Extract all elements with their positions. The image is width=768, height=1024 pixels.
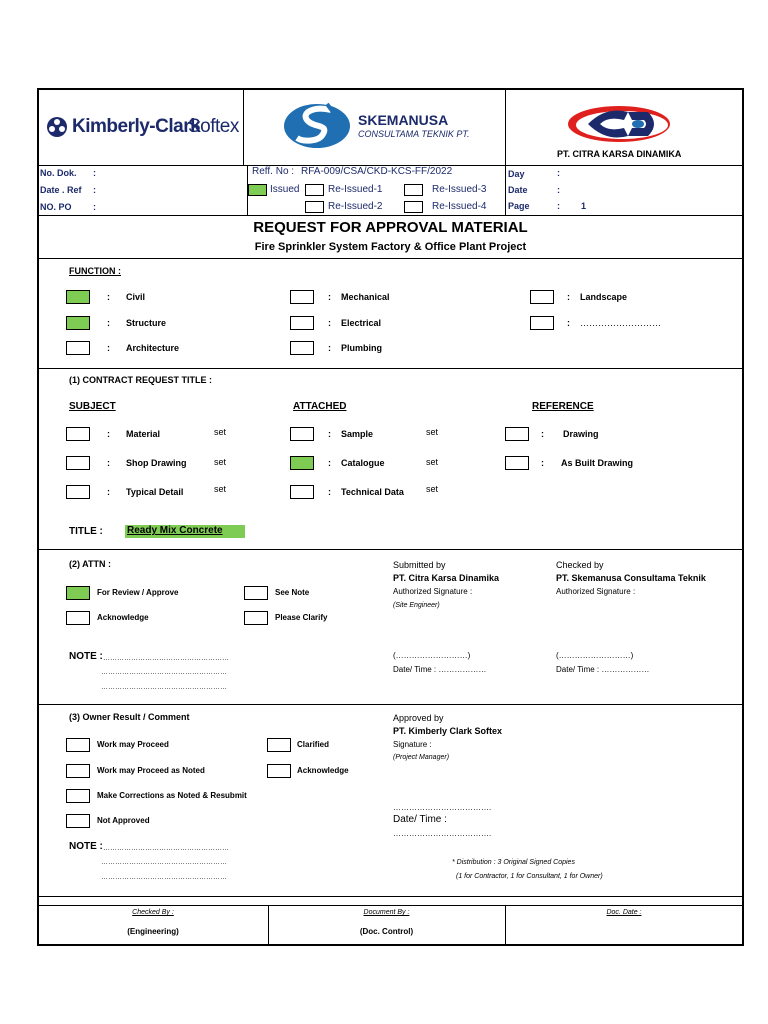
function-heading: FUNCTION : xyxy=(69,266,121,276)
as-built-colon: : xyxy=(541,458,544,468)
sample-colon: : xyxy=(328,429,331,439)
catalogue-label: Catalogue xyxy=(341,458,385,468)
technical-data-checkbox[interactable] xyxy=(290,485,314,499)
page-label: Page xyxy=(508,201,530,211)
footer-document-by: Document By : xyxy=(363,909,410,916)
attn-bottom-line xyxy=(38,704,743,705)
electrical-checkbox[interactable] xyxy=(290,316,314,330)
checked-date-time: Date/ Time : ……………… xyxy=(556,665,650,674)
work-proceed-noted-label: Work may Proceed as Noted xyxy=(97,766,205,775)
footer-doc-control: (Doc. Control) xyxy=(359,927,414,936)
reff-value: RFA-009/CSA/CKD-KCS-FF/2022 xyxy=(301,166,453,177)
other-function-colon: : xyxy=(567,318,570,328)
header-divider-2 xyxy=(505,89,506,165)
catalogue-colon: : xyxy=(328,458,331,468)
work-may-proceed-label: Work may Proceed xyxy=(97,740,169,749)
material-checkbox[interactable] xyxy=(66,427,90,441)
checked-authorized-sig: Authorized Signature : xyxy=(556,587,636,596)
ckd-logo xyxy=(566,104,676,144)
see-note-checkbox[interactable] xyxy=(244,586,268,600)
landscape-colon: : xyxy=(567,292,570,302)
title-value-field[interactable] xyxy=(125,525,245,538)
date-label: Date xyxy=(508,185,528,195)
material-set: set xyxy=(214,427,227,437)
date-ref-colon: : xyxy=(93,185,96,195)
reff-label: Reff. No : xyxy=(252,166,295,177)
structure-label: Structure xyxy=(126,318,167,328)
no-dok-label: No. Dok. xyxy=(40,168,77,178)
reissued3-checkbox[interactable] xyxy=(404,184,423,196)
site-engineer-label: (Site Engineer) xyxy=(393,602,440,609)
footer-checked-by: Checked By : xyxy=(132,909,174,916)
day-colon: : xyxy=(557,168,560,178)
architecture-label: Architecture xyxy=(126,343,180,353)
footer-top-line xyxy=(38,905,743,906)
mechanical-colon: : xyxy=(328,292,331,302)
for-review-label: For Review / Approve xyxy=(97,588,179,597)
acknowledge-attn-checkbox[interactable] xyxy=(66,611,90,625)
submitted-company: PT. Citra Karsa Dinamika xyxy=(393,573,500,583)
sample-checkbox[interactable] xyxy=(290,427,314,441)
owner-note-line-3: ……………………………………………… xyxy=(101,874,227,881)
reissued4-label: Re-Issued-4 xyxy=(432,201,487,212)
landscape-label: Landscape xyxy=(580,292,628,302)
structure-checkbox[interactable] xyxy=(66,316,90,330)
electrical-colon: : xyxy=(328,318,331,328)
checked-company: PT. Skemanusa Consultama Teknik xyxy=(556,573,706,583)
no-po-label: NO. PO xyxy=(40,202,72,212)
submitted-by-label: Submitted by xyxy=(393,560,446,570)
reference-heading: REFERENCE xyxy=(532,401,594,412)
date-ref-label: Date . Ref xyxy=(40,185,82,195)
meta-bottom-line xyxy=(38,215,743,216)
please-clarify-label: Please Clarify xyxy=(275,613,328,622)
sample-label: Sample xyxy=(341,429,374,439)
owner-date-time-line: ………………………………. xyxy=(393,829,492,838)
distribution-note: * Distribution : 3 Original Signed Copies xyxy=(452,859,575,866)
kc-brand-text: Kimberly-Clark xyxy=(72,116,201,137)
reissued4-checkbox[interactable] xyxy=(404,201,423,213)
catalogue-set: set xyxy=(426,457,439,467)
typical-detail-set: set xyxy=(214,484,227,494)
form-title: REQUEST FOR APPROVAL MATERIAL xyxy=(253,219,528,236)
submitted-authorized-sig: Authorized Signature : xyxy=(393,587,473,596)
issued-checkbox[interactable] xyxy=(248,184,267,196)
typical-detail-checkbox[interactable] xyxy=(66,485,90,499)
owner-note-line-1: ……………………………………………… xyxy=(103,845,229,852)
civil-label: Civil xyxy=(126,292,146,302)
footer-engineering: (Engineering) xyxy=(127,927,179,936)
attn-note-line-2: ……………………………………………… xyxy=(101,669,227,676)
header-divider-1 xyxy=(243,89,244,165)
architecture-checkbox[interactable] xyxy=(66,341,90,355)
kc-sub-text: Softex xyxy=(188,116,239,137)
skemanusa-logo xyxy=(283,100,493,152)
plumbing-label: Plumbing xyxy=(341,343,382,353)
owner-sig-line: ………………………………. xyxy=(393,803,492,812)
attn-note-line-1: ……………………………………………… xyxy=(103,655,229,662)
owner-heading: (3) Owner Result / Comment xyxy=(69,712,190,722)
not-approved-label: Not Approved xyxy=(97,816,150,825)
subject-heading: SUBJECT xyxy=(69,401,116,412)
plumbing-colon: : xyxy=(328,343,331,353)
make-corrections-checkbox[interactable] xyxy=(66,789,90,803)
approved-by-label: Approved by xyxy=(393,713,444,723)
project-manager-label: (Project Manager) xyxy=(393,754,450,761)
clarified-label: Clarified xyxy=(297,740,330,749)
meta-divider-2 xyxy=(505,165,506,215)
make-corrections-label: Make Corrections as Noted & Resubmit xyxy=(97,791,247,800)
attached-heading: ATTACHED xyxy=(293,401,347,412)
technical-data-colon: : xyxy=(328,487,331,497)
technical-data-label: Technical Data xyxy=(341,487,404,497)
page-colon: : xyxy=(557,201,560,211)
title-bottom-line xyxy=(38,258,743,259)
mechanical-checkbox[interactable] xyxy=(290,290,314,304)
work-may-proceed-checkbox[interactable] xyxy=(66,738,90,752)
kc-emblem-icon xyxy=(46,116,68,138)
electrical-label: Electrical xyxy=(341,318,382,328)
other-function-label: ……………………… xyxy=(580,318,661,328)
shop-drawing-label: Shop Drawing xyxy=(126,458,187,468)
not-approved-checkbox[interactable] xyxy=(66,814,90,828)
reissued1-label: Re-Issued-1 xyxy=(328,184,383,195)
typical-detail-colon: : xyxy=(107,487,110,497)
checked-by-label: Checked by xyxy=(556,560,604,570)
shop-drawing-set: set xyxy=(214,457,227,467)
for-review-checkbox[interactable] xyxy=(66,586,90,600)
distribution-detail: (1 for Contractor, 1 for Consultant, 1 for Owner) xyxy=(456,873,603,880)
civil-checkbox[interactable] xyxy=(66,290,90,304)
contract-heading: (1) CONTRACT REQUEST TITLE : xyxy=(69,375,212,385)
please-clarify-checkbox[interactable] xyxy=(244,611,268,625)
sample-set: set xyxy=(426,427,439,437)
reissued2-checkbox[interactable] xyxy=(305,201,324,213)
reissued2-label: Re-Issued-2 xyxy=(328,201,383,212)
kimberly-clark-logo xyxy=(46,113,241,141)
shop-drawing-checkbox[interactable] xyxy=(66,456,90,470)
acknowledge-owner-label: Acknowledge xyxy=(297,766,349,775)
owner-note-line-2: ……………………………………………… xyxy=(101,859,227,866)
acknowledge-owner-checkbox[interactable] xyxy=(267,764,291,778)
material-colon: : xyxy=(107,429,110,439)
clarified-checkbox[interactable] xyxy=(267,738,291,752)
owner-signature-label: Signature : xyxy=(393,740,432,749)
attn-note-label: NOTE : xyxy=(69,651,103,662)
title-value: Ready Mix Concrete xyxy=(127,525,223,536)
contract-bottom-line xyxy=(38,549,743,550)
drawing-checkbox[interactable] xyxy=(505,427,529,441)
attn-note-line-3: ……………………………………………… xyxy=(101,684,227,691)
material-label: Material xyxy=(126,429,161,439)
date-colon: : xyxy=(557,185,560,195)
day-label: Day xyxy=(508,169,525,179)
issued-label: Issued xyxy=(270,184,300,195)
mechanical-label: Mechanical xyxy=(341,292,390,302)
as-built-label: As Built Drawing xyxy=(561,458,634,468)
work-proceed-noted-checkbox[interactable] xyxy=(66,764,90,778)
architecture-colon: : xyxy=(107,343,110,353)
reissued1-checkbox[interactable] xyxy=(305,184,324,196)
ckd-emblem-icon xyxy=(566,104,672,144)
other-function-checkbox[interactable] xyxy=(530,316,554,330)
owner-date-time-label: Date/ Time : xyxy=(393,814,447,825)
attn-heading: (2) ATTN : xyxy=(69,559,111,569)
submitted-date-time: Date/ Time : ……………… xyxy=(393,665,487,674)
project-title: Fire Sprinkler System Factory & Office Plant Project xyxy=(254,241,527,253)
no-dok-colon: : xyxy=(93,168,96,178)
skemanusa-emblem-icon xyxy=(283,100,351,150)
function-bottom-line xyxy=(38,368,743,369)
landscape-checkbox[interactable] xyxy=(530,290,554,304)
no-po-colon: : xyxy=(93,202,96,212)
page-value: 1 xyxy=(581,201,587,211)
approved-company: PT. Kimberly Clark Softex xyxy=(393,726,503,736)
submitted-sig-blank: (………………………) xyxy=(393,651,471,660)
drawing-label: Drawing xyxy=(563,429,599,439)
checked-sig-blank: (………………………) xyxy=(556,651,634,660)
technical-data-set: set xyxy=(426,484,439,494)
acknowledge-attn-label: Acknowledge xyxy=(97,613,149,622)
owner-note-label: NOTE : xyxy=(69,841,103,852)
catalogue-checkbox[interactable] xyxy=(290,456,314,470)
see-note-label: See Note xyxy=(275,588,310,597)
title-label: TITLE : xyxy=(69,526,103,537)
drawing-colon: : xyxy=(541,429,544,439)
footer-doc-date: Doc. Date : xyxy=(606,909,642,916)
typical-detail-label: Typical Detail xyxy=(126,487,184,497)
owner-bottom-line xyxy=(38,896,743,897)
as-built-checkbox[interactable] xyxy=(505,456,529,470)
ckd-name: PT. CITRA KARSA DINAMIKA xyxy=(557,149,682,159)
skemanusa-sub: CONSULTAMA TEKNIK PT. xyxy=(358,129,470,139)
civil-colon: : xyxy=(107,292,110,302)
shop-drawing-colon: : xyxy=(107,458,110,468)
plumbing-checkbox[interactable] xyxy=(290,341,314,355)
skemanusa-name: SKEMANUSA xyxy=(358,112,449,128)
reissued3-label: Re-Issued-3 xyxy=(432,184,487,195)
structure-colon: : xyxy=(107,318,110,328)
